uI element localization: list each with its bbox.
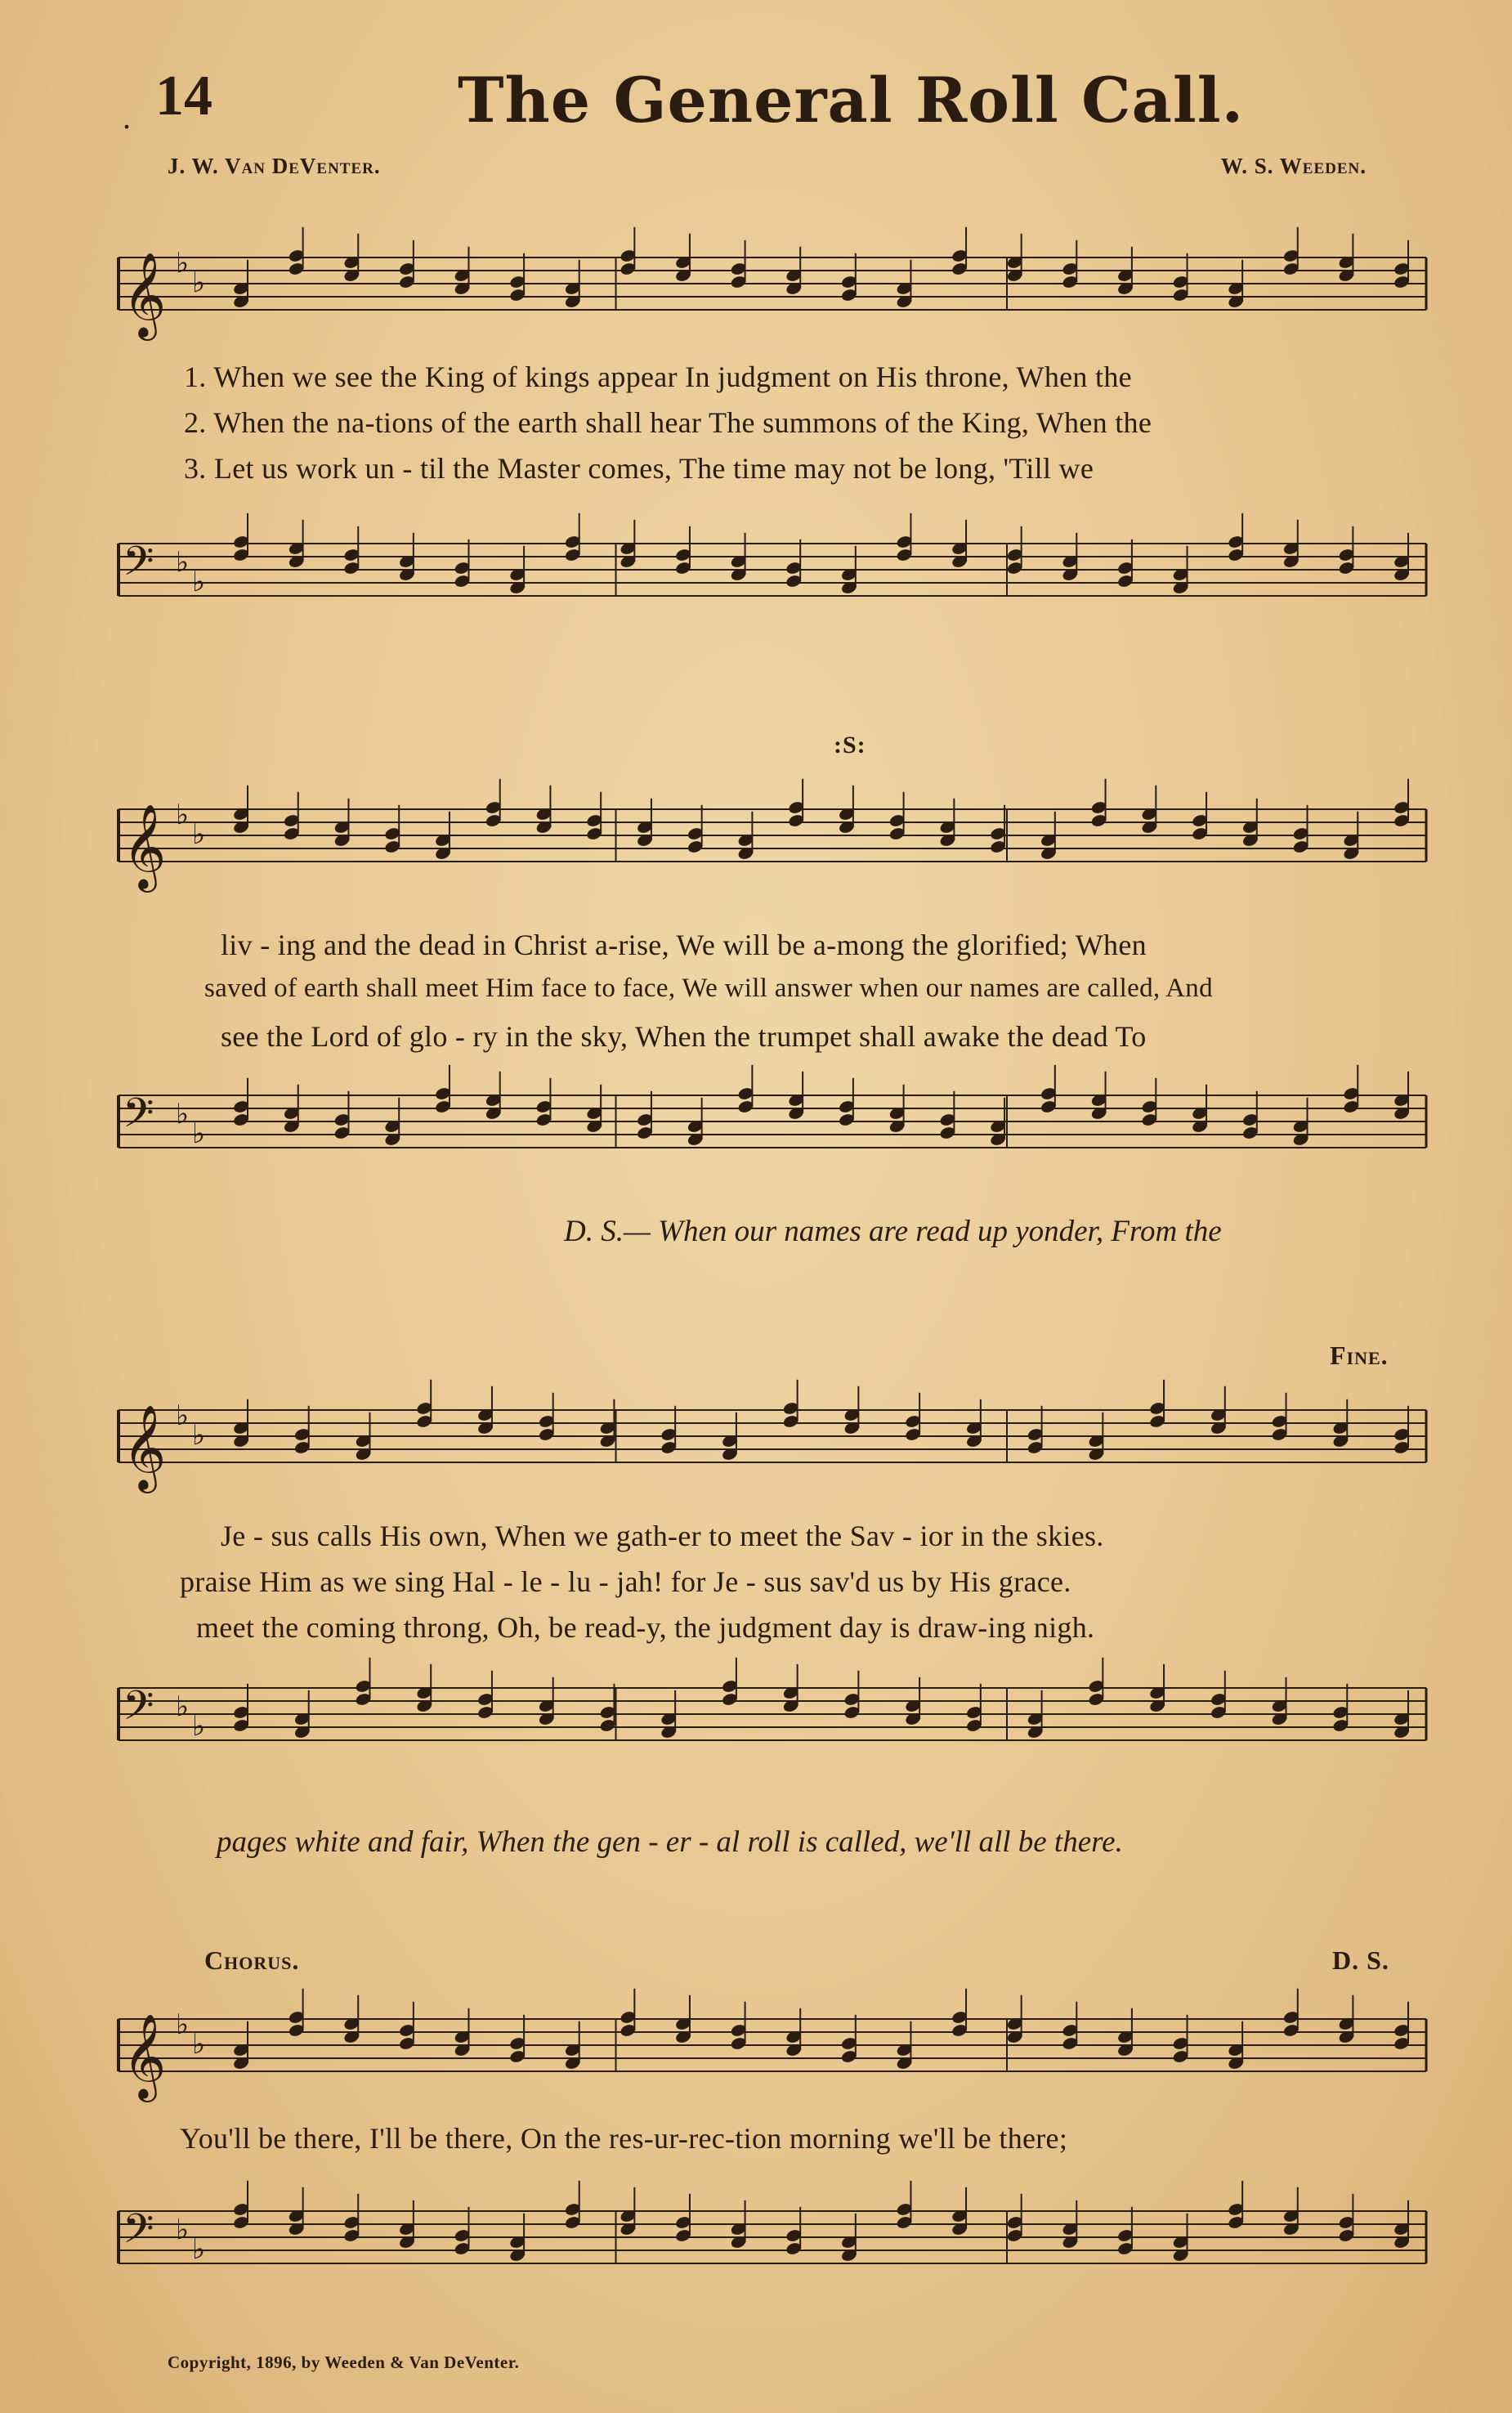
flat-icon: ♭ <box>176 1690 190 1723</box>
verse-3-line: see the Lord of glo - ry in the sky, When the trumpet shall awake the dead To <box>221 1020 1147 1053</box>
flat-icon: ♭ <box>176 247 190 280</box>
bass-staff <box>106 2174 1430 2313</box>
margin-dot: . <box>123 99 131 136</box>
treble-staff <box>106 221 1430 343</box>
bass-staff <box>106 507 1430 646</box>
bass-staff <box>106 1651 1430 1790</box>
treble-clef-icon: 𝄞 <box>123 1404 167 1490</box>
hymn-title: The General Roll Call. <box>458 64 1245 137</box>
composer-credit: W. S. Weeden. <box>1220 154 1367 178</box>
treble-clef-icon: 𝄞 <box>123 804 167 889</box>
bass-clef-icon: 𝄢 <box>123 2205 154 2263</box>
chorus-label: Chorus. <box>204 1945 300 1975</box>
flat-icon: ♭ <box>192 266 206 299</box>
flat-icon: ♭ <box>192 1419 206 1452</box>
ds-lyric-line: D. S.— When our names are read up yonder, From the <box>564 1215 1222 1248</box>
treble-clef-icon: 𝄞 <box>123 252 167 338</box>
flat-icon: ♭ <box>192 2028 206 2061</box>
flat-icon: ♭ <box>176 2008 190 2041</box>
flat-icon: ♭ <box>176 1399 190 1432</box>
treble-staff <box>106 1982 1430 2105</box>
bass-clef-icon: 𝄢 <box>123 1090 154 1147</box>
music-system-2 <box>106 732 1430 1263</box>
music-system-1 <box>106 204 1430 629</box>
verse-1-line: liv - ing and the dead in Christ a-rise, We will be a-mong the glorified; When <box>221 929 1147 961</box>
flat-icon: ♭ <box>176 2214 190 2246</box>
page-number: 14 <box>155 65 212 128</box>
treble-staff <box>106 772 1430 895</box>
music-system-3 <box>106 1324 1430 1864</box>
verse-1-line: Je - sus calls His own, When we gath-er to meet the Sav - ior in the skies. <box>221 1520 1104 1552</box>
verse-2-line: praise Him as we sing Hal - le - lu - jah! for Je - sus sav'd us by His grace. <box>180 1565 1071 1598</box>
music-system-4 <box>106 1937 1430 2330</box>
flat-icon: ♭ <box>176 546 190 579</box>
verse-2-line: 2. When the na-tions of the earth shall hear The summons of the King, When the <box>184 406 1152 439</box>
copyright-notice: Copyright, 1896, by Weeden & Van DeVenter. <box>168 2353 520 2372</box>
segno-sign: :S: <box>834 732 866 759</box>
bass-clef-icon: 𝄢 <box>123 538 154 595</box>
treble-clef-icon: 𝄞 <box>123 2013 167 2099</box>
verse-2-line: saved of earth shall meet Him face to face, We will answer when our names are called, And <box>204 974 1213 1003</box>
lyricist-credit: J. W. Van DeVenter. <box>168 154 381 178</box>
flat-icon: ♭ <box>192 818 206 851</box>
flat-icon: ♭ <box>192 2233 206 2266</box>
bass-clef-icon: 𝄢 <box>123 1682 154 1739</box>
fine-mark: Fine. <box>1330 1341 1389 1370</box>
flat-icon: ♭ <box>192 566 206 598</box>
treble-staff <box>106 1373 1430 1512</box>
flat-icon: ♭ <box>192 1710 206 1743</box>
bass-staff <box>106 1059 1430 1198</box>
verse-3-line: meet the coming throng, Oh, be read-y, the judgment day is draw-ing nigh. <box>196 1611 1095 1644</box>
flat-icon: ♭ <box>176 1098 190 1130</box>
flat-icon: ♭ <box>176 799 190 831</box>
ds-label: D. S. <box>1332 1945 1389 1975</box>
chorus-lyric-line: You'll be there, I'll be there, On the res-ur-rec-tion morning we'll be there; <box>180 2122 1068 2155</box>
flat-icon: ♭ <box>192 1117 206 1150</box>
verse-1-line: 1. When we see the King of kings appear In judgment on His throne, When the <box>184 360 1132 393</box>
ds-lyric-line: pages white and fair, When the gen - er - al roll is called, we'll all be there. <box>217 1825 1123 1859</box>
verse-3-line: 3. Let us work un - til the Master comes, The time may not be long, 'Till we <box>184 452 1094 485</box>
